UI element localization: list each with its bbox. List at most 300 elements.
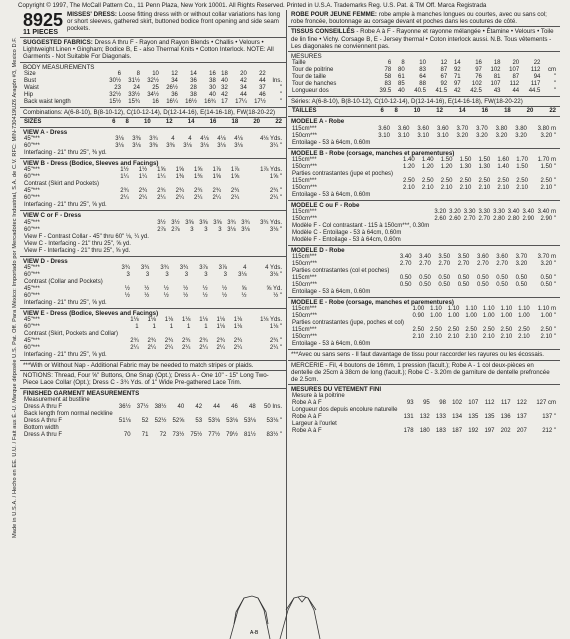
table-row [23,331,283,338]
row-label: 60"*** [24,324,40,331]
cell: 76 [475,74,482,81]
cell: 42.5 [470,88,482,95]
cell: 8 [401,60,405,67]
cell: 3¾ Yds. [260,219,282,226]
cell: 42 [221,91,228,98]
table-row [291,164,557,171]
cell: 3 [204,271,208,278]
cell: 1¼ [138,174,148,181]
cell: 1⅛ [233,317,243,324]
mesures-fini [288,385,560,436]
table-row [291,313,557,320]
cell: 3.70 [456,125,469,132]
cell: 34½ [147,91,159,98]
cell: 2.50 [430,327,442,334]
cell: ⅝ [241,285,247,292]
cell: 26½ [166,84,178,91]
row-label: 150cm*** [292,313,318,320]
cell: 1.60 [497,156,510,163]
cell: 3.60 [397,125,410,132]
cell: 0.50 [399,275,412,282]
table-row [23,85,283,92]
cell: 14 [458,108,466,115]
cell: 107 [468,400,479,407]
cell: 83 [419,67,426,74]
table-row [23,279,283,286]
view-title: MODELE E - Robe (corsage, manches et parementures) [291,299,454,307]
cell: 2¾ [164,338,174,345]
cell: 2.70 [496,261,508,268]
cell: 81 [493,74,501,81]
cell: 0.50 [419,282,431,289]
cell: 72 [159,431,167,438]
cell: 102 [452,400,463,407]
table-row [291,74,557,81]
view-block [20,309,286,361]
cell: 0.50 [477,282,489,289]
table-row [291,223,557,230]
cell: 2¼ " [269,345,282,352]
table-row [291,81,557,88]
cell: 71 [453,74,461,81]
table-row [23,174,283,181]
table-row [23,300,283,307]
cell: 2¾ [182,338,191,345]
cell: 83 [384,81,392,88]
view-title: MODELE D - Robe [291,247,345,255]
cell: Ins. [272,77,282,84]
row-label: Longueur dos depuis encolure naturelle [292,407,398,414]
cell: 1.00 [482,313,495,320]
view-title: MODELE A - Robe [291,118,345,126]
cell: 52⅝ [172,417,185,424]
cell: 1⅝ [175,167,184,174]
body-measurements-table [23,71,283,106]
cell: 1.00 [430,313,442,320]
cell: 2.50 [500,327,513,334]
cell: 1.50 [440,156,453,163]
cell: 2¼ [194,195,203,202]
cell: 17 [221,98,228,105]
cell: 1⅜ [175,174,184,181]
row-label: Tour de taille [292,74,327,81]
row-label: 45"*** [24,219,40,226]
cell: 22 [259,70,266,77]
row-label: 45"*** [24,338,40,345]
table-row [291,88,557,95]
cell: 32½ [147,77,159,84]
cell: 137 " [542,414,556,421]
cell: 3.40 [419,254,431,261]
row-label: Parties contrastantes (jupe, poches et col) [292,320,405,327]
cell: 3¼ " [269,143,282,150]
sens-note: ***Avec ou sans sens - Il faut davantage de tissu pour raccorder les rayures ou les écossais. [288,350,560,360]
view-title: VIEW D - Dress [23,257,68,265]
row-label: Interfacing - 21" thru 25", ⅝ yd. [24,352,107,359]
cell [267,71,283,78]
cell: 3.20 [515,261,528,268]
cell: 202 [500,428,511,435]
table-row [291,140,557,147]
cell: 1⅜ [194,174,203,181]
cell: 3⅛ [115,136,124,143]
cell: 1⅛ [216,317,225,324]
cell: 3.80 [515,125,527,132]
cell: ½ [183,292,189,299]
cell: 112 [484,400,495,407]
cell: ½ [124,285,130,292]
cell: 1.40 [403,156,415,163]
cell: 3⅝ [199,219,208,226]
cell: 2⅞ [157,226,166,233]
cell: 3.10 [378,132,390,139]
cell: 131 [403,414,414,421]
row-label: Parties contrastantes (jupe et poches) [292,170,394,177]
cell: 12 [436,108,443,115]
cell: ½ [202,292,208,299]
mesures-table [291,60,557,95]
cell: 2¾ " [269,338,282,345]
cell: 1.10 [447,306,460,313]
view-title: VIEW B - Dress (Bodice, Sleeves and Facings) [23,160,159,168]
suggested-fabrics [20,38,286,63]
row-label: Robe A à F [292,428,322,435]
mercerie: MERCERIE - Fil, 4 boutons de 16mm, 1 pression (facult.); Robe A - 1 col deux-pièces en dentelle de 25cm à 38cm de long (facult.); Robe C - 3.20m de garniture de dentelle prefroncée de 2.5cm. [288,361,560,386]
cell: 85 [398,81,405,88]
cell: " [279,91,282,98]
fini-title: MESURES DU VETEMENT FINI [291,386,382,394]
cell: 2¼ [138,195,148,202]
row-label: 115cm*** [292,177,317,184]
cell: 31½ [128,77,140,84]
cell: 207 [516,428,527,435]
cell: 4 [171,136,175,143]
cell: 4⅛ [200,136,209,143]
table-row [291,216,557,223]
cell: 3.20 [434,209,447,216]
cell: 17½ [254,98,266,105]
fabrics-label: SUGGESTED FABRICS: [23,39,93,46]
cell: ½ [163,292,169,299]
cell: 2.70 [477,261,489,268]
table-row [23,150,283,157]
cell: 1.00 [412,306,425,313]
view-block [288,246,560,298]
cell: 1 [135,324,139,331]
cell: 0.50 [399,282,412,289]
cell: 10 [152,70,159,77]
row-label: Back length from normal neckline [24,410,113,417]
view-block [20,211,286,256]
cell: 134 [452,414,463,421]
cell: 2.10 [482,334,495,341]
cell: 3.20 " [540,132,556,139]
cell: 2¾ [147,338,156,345]
table-row [23,338,283,345]
cell: 42 [453,88,461,95]
cell: 2¾ [130,338,139,345]
cell: 10 [413,108,421,115]
cell: ½ [202,285,208,292]
row-label: Waist [24,84,39,91]
cell: 2.50 [440,177,453,184]
table-row [23,78,283,85]
cell: 1.10 [430,306,442,313]
cell: 18 [231,119,239,126]
row-label: 45"*** [24,317,40,324]
cell: 34 [240,84,247,91]
table-row [23,286,283,293]
cell: 37½ [136,403,149,410]
view-block [20,128,286,159]
cell: 97 [453,81,461,88]
cell: 3¾ [140,264,150,271]
cell: 92 [453,67,461,74]
row-label: Entoilage - 53 à 64cm, 0.60m [292,341,371,348]
table-row [291,171,557,178]
row-label: Bust [24,77,37,84]
table-row [23,99,283,106]
cell: 44.5 [528,88,541,95]
cell: 117 [530,81,541,88]
table-row [23,188,283,195]
cell: 3⅜ [166,143,175,150]
cell: 136 [500,414,511,421]
cell: 2.10 " [540,334,556,341]
row-label: 60"*** [24,195,40,202]
cell: 3.20 " [540,261,556,268]
cell: 12 [440,60,448,67]
cell: 0.50 [515,282,528,289]
cell: 4 Yds. [265,264,282,271]
cell: 2.60 [434,216,447,223]
cell: ½ [144,285,150,292]
row-label: View F - Contrast Collar - 45" thru 60" ⅛, ¼ yd. [24,233,149,240]
view-block [288,201,560,246]
tissus-label: TISSUS CONSEILLÉS [291,28,355,36]
row-label: Dress A thru F [24,417,63,424]
robe-header [288,10,560,27]
row-label: 45"*** [24,285,40,292]
row-label: 150cm*** [292,261,318,268]
view-block [20,159,286,211]
cell: 183 [435,428,446,435]
cell: 2¼ [157,195,166,202]
cell: 53⅛ [208,417,220,424]
cell: 2.10 [430,334,442,341]
row-label: Mesure à la poitrine [292,393,345,400]
cell: 2¼ [120,195,129,202]
cell: ½ [163,285,169,292]
cell: 1⅝ [230,174,240,181]
table-row [291,341,557,348]
cell: ½ [183,285,189,292]
cell: 3.60 [436,125,449,132]
cell: 1.20 [403,163,415,170]
cell: 1.10 m [537,306,556,313]
row-label: Dress A thru F [24,431,63,438]
cell: 1.50 " [540,163,556,170]
finished-measurements [20,389,286,440]
cell: 53⅛ " [266,417,282,424]
cell: 18 [504,108,511,115]
cell: 1.50 [478,156,491,163]
cell: 16½ [185,98,197,105]
cell: 1 [152,324,156,331]
cell: 3.50 [438,254,451,261]
cell: 1.00 [465,313,477,320]
cell: 3¾ [227,219,236,226]
cell: 3.80 m [537,125,556,132]
cell: " [279,98,282,105]
cell: 2.50 [447,327,460,334]
row-label: 150cm*** [292,163,318,170]
row-label: 150cm*** [292,282,318,289]
cell: 20 [253,119,261,126]
table-row [291,275,557,282]
cell: 12 [171,70,178,77]
cell: 97 [475,67,482,74]
cell: 3.40 [399,254,412,261]
row-label: View F - Interfacing - 21" thru 25", ⅝ yd. [24,247,131,254]
cell: 3⅛ [183,143,192,150]
row-label: 60"*** [24,226,40,233]
finished-table [23,397,283,439]
cell: 2¾ [175,188,184,195]
cell: 3.80 [495,125,508,132]
cell: 1⅝ " [269,174,282,181]
cell: 2¾ [199,338,208,345]
cell: 2.50 [403,177,415,184]
cell: 34 [171,77,178,84]
cell: 3.40 [522,209,535,216]
cell: 3 [190,226,194,233]
garment-title: MISSES' DRESS: [67,11,117,18]
cell: 0.50 [419,275,431,282]
cell: 102 [471,81,482,88]
row-label: Parties contrastantes (col et poches) [292,268,390,275]
cell: 2.50 [459,177,472,184]
cell: 135 [468,414,479,421]
cell: 1⅞ Yds. [260,167,282,174]
cell: " [553,74,556,81]
cell: 197 [484,428,495,435]
cell: 1.70 m [537,156,556,163]
cell: 16 [475,60,482,67]
table-row [291,60,557,67]
table-row [291,268,557,275]
cell: 1.10 [482,306,495,313]
cell: 1⅛ [182,317,191,324]
row-label: Tour de hanches [292,81,337,88]
cell: 1.00 [500,313,513,320]
cell: " [553,88,556,95]
cell: 1.00 [518,313,530,320]
cell: 48 [249,403,256,410]
row-label: 60"*** [24,271,40,278]
robe-title: ROBE POUR JEUNE FEMME: [291,11,377,18]
cell: 46 [231,403,238,410]
cell: 1.50 [516,163,528,170]
cell: 3¾ [179,264,189,271]
cell: 2¼ [130,345,139,352]
cell: ½ " [273,292,282,299]
cell: 3.20 [476,132,488,139]
cell: 18 [493,60,501,67]
series: Séries: A(6-8-10), B(8-10-12), C(10-12-14), D(12-14-16), E(14-16-18), FW(18-20-22) [288,97,560,107]
cell: 2.50 [421,177,434,184]
table-row [291,192,557,199]
cell: 2.60 [449,216,461,223]
table-row [291,126,557,133]
cell: 6 [387,60,392,67]
cell: 44 [259,77,266,84]
cell: 0.50 [496,282,508,289]
cell: 61 [398,74,405,81]
cell: 1.00 [447,313,460,320]
row-label: Modèle F - Entoilage - 53 à 64cm, 0.60m [292,237,401,244]
row-label: Size [24,70,36,77]
cell: 14 [187,119,195,126]
cell: 0.50 [496,275,508,282]
cell: 16 [209,119,217,126]
cell: 1⅞ [212,167,221,174]
cell: 3⅛ [115,143,124,150]
table-row [291,428,557,435]
cell: 2.70 [478,216,491,223]
table-row [291,327,557,334]
row-label: 115cm*** [292,327,317,334]
cell: 1⅛ [130,317,139,324]
row-label: Largeur à l'ourlet [292,421,337,428]
cell: 51⅛ [118,417,131,424]
table-row [23,167,283,174]
cell: 1½ [138,167,148,174]
cell: 40 [398,88,405,95]
cell: 16¼ [166,98,178,105]
cell: 1.40 [421,156,434,163]
cell: 3 [218,226,222,233]
cell: 3⅞ [199,264,208,271]
cell: 30 [209,84,216,91]
cell: 2.10 [465,334,477,341]
cell: 67 [440,74,448,81]
cell: 92 [440,81,448,88]
cell: 6 [117,70,121,77]
cell: 2.10 [403,184,415,191]
cell: 32 [221,84,228,91]
cell: 1⅛ [233,324,243,331]
row-label: 150cm*** [292,132,318,139]
cell: 94 [533,74,541,81]
cell: 1.10 [465,306,477,313]
cell: 122 [516,400,527,407]
cell: 1.30 [478,163,491,170]
cell: 2¾ [157,188,166,195]
cell: 28 [190,84,197,91]
cell: 0.50 [477,275,489,282]
tissus-text: - Robe A à F - Rayonne et rayonne mélangée • Étamine • Velours • Toile de lin fine • Vichy. Corsage B, E - Jersey thermal • Coton interlock aussi. N.B. Tous vêtements - Les diagonales ne conviennent pas. [291,28,554,50]
cell: 2.50 [482,327,495,334]
table-row [291,414,557,421]
row-label: Hip [24,91,34,98]
cell: 3¾ [160,264,169,271]
cell: 2.90 " [540,216,556,223]
cell: 3¾ [121,264,130,271]
cell: 2.10 " [540,184,556,191]
cell: 30½ [109,77,121,84]
cell: 53⅛ [226,417,238,424]
